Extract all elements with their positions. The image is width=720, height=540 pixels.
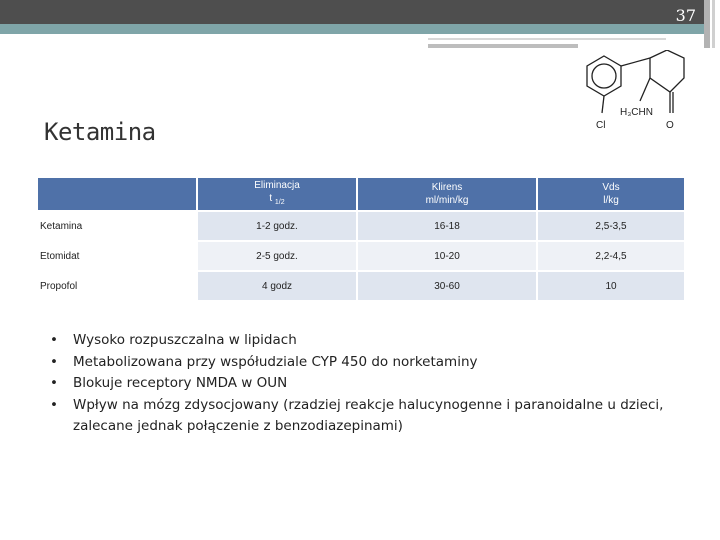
benzene-inner-circle: [592, 64, 616, 88]
row-vds: 10: [537, 271, 684, 301]
row-drug-name: Ketamina: [38, 211, 197, 241]
header-elimination: [197, 178, 357, 211]
bullet-text: Blokuje receptory NMDA w OUN: [73, 375, 288, 391]
bullet-text: Wpływ na mózg zdysocjowany (rzadziej reakcje halucynogenne i paranoidalne u dzieci, zalecane jednak połączenie z benzodiazepinami): [73, 396, 664, 434]
header-vds-line1: Vds: [602, 182, 620, 193]
bullet-icon: •: [50, 396, 58, 413]
header-vds: [537, 178, 684, 211]
cl-label: Cl: [596, 120, 606, 131]
ketamine-structure: [570, 50, 690, 135]
table-row: [38, 271, 684, 301]
header-elimination-line2: t: [269, 193, 275, 204]
table-header-row: [38, 178, 684, 211]
row-clearance: 10-20: [357, 241, 537, 271]
amine-label: H₃CHN: [620, 107, 653, 118]
bullet-icon: •: [50, 353, 58, 370]
oxygen-label: O: [666, 120, 674, 131]
slide-title: Ketamina: [44, 118, 156, 146]
bullet-text: Wysoko rozpuszczalna w lipidach: [73, 332, 297, 348]
row-drug-name: Etomidat: [38, 241, 197, 271]
header-elimination-line1: Eliminacja: [254, 180, 300, 191]
header-clearance-line1: Klirens: [431, 182, 463, 193]
table-row: [38, 211, 684, 241]
bullet-icon: •: [50, 375, 58, 391]
header-bar: [0, 0, 704, 24]
row-drug-name: Propofol: [38, 271, 197, 301]
decor-line: [428, 38, 666, 40]
bullet-list: [50, 330, 680, 438]
header-accent-bar: [0, 24, 704, 34]
list-item: [50, 352, 680, 374]
pharmacokinetics-table: [38, 178, 684, 302]
header-clearance: [357, 178, 537, 211]
list-item: [50, 330, 680, 352]
bullet-text: Metabolizowana przy współudziale CYP 450 do norketaminy: [73, 353, 478, 370]
header-blank-cell: [38, 178, 197, 211]
header-vds-line2: l/kg: [603, 195, 619, 206]
bullet-icon: •: [50, 332, 58, 348]
row-elimination: 4 godz: [197, 271, 357, 301]
row-elimination: 2-5 godz.: [197, 241, 357, 271]
row-elimination: 1-2 godz.: [197, 211, 357, 241]
page-number: 37: [675, 6, 696, 25]
decor-bar-right: [704, 0, 710, 48]
header-clearance-line2: ml/min/kg: [425, 195, 469, 206]
decor-bar-right-thin: [712, 0, 715, 48]
header-elimination-sub: 1/2: [274, 199, 285, 206]
row-vds: 2,5-3,5: [537, 211, 684, 241]
row-clearance: 16-18: [357, 211, 537, 241]
cyclohexanone-ring: [650, 50, 684, 92]
list-item: [50, 395, 680, 438]
decor-line-thick: [428, 44, 578, 48]
row-clearance: 30-60: [357, 271, 537, 301]
list-item: [50, 373, 680, 395]
table-row: [38, 241, 684, 271]
row-vds: 2,2-4,5: [537, 241, 684, 271]
